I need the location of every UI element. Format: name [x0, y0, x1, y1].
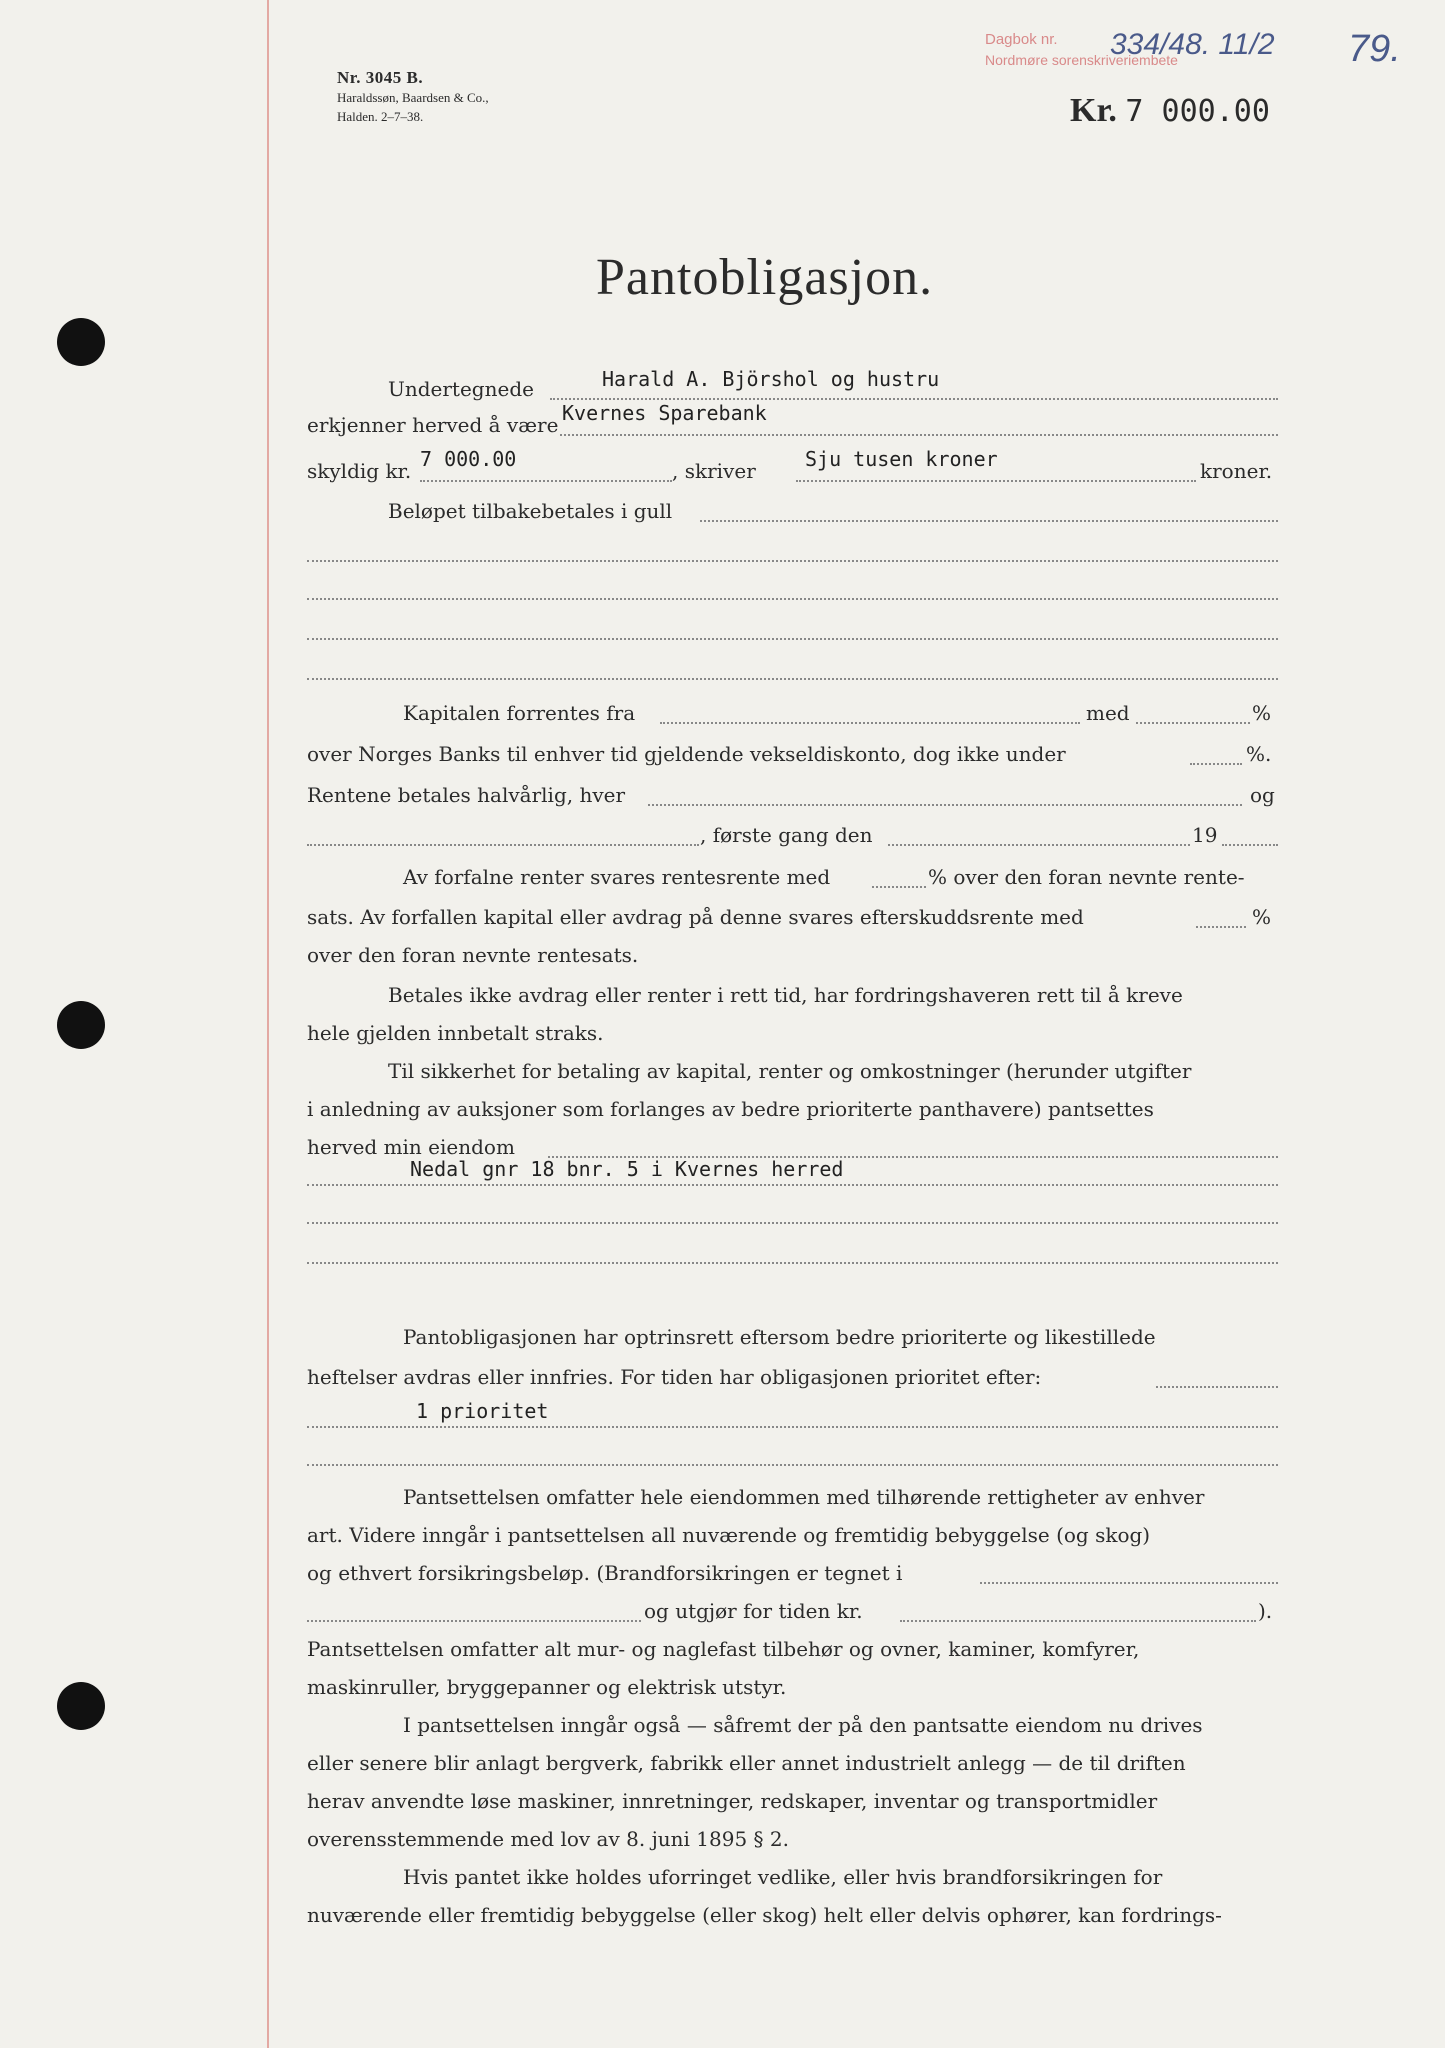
debtor-name: Harald A. Björshol og hustru	[602, 367, 940, 391]
norges-bank-text: over Norges Banks til enhver tid gjeldende vekseldiskonto, dog ikke under	[307, 742, 1066, 766]
rentesats-text: over den foran nevnte rentesats.	[307, 943, 639, 967]
forfalne-text-2: % over den foran nevnte rente-	[928, 865, 1245, 889]
omfatter-close: ).	[1258, 1599, 1273, 1623]
ogsa-text-1: I pantsettelsen inngår også — såfremt der på den pantsatte eiendom nu drives	[403, 1713, 1203, 1737]
og-label: og	[1250, 783, 1275, 807]
forste-gang-text: , første gang den	[700, 823, 873, 847]
sikkerhet-text-1: Til sikkerhet for betaling av kapital, renter og omkostninger (herunder utgifter	[388, 1059, 1192, 1083]
hvis-text-2: nuværende eller fremtidig bebyggelse (eller skog) helt eller delvis ophører, kan fordrings-	[307, 1903, 1222, 1927]
kroner-label: kroner.	[1200, 459, 1273, 483]
amount-heading	[1070, 92, 1270, 130]
percent-label: %.	[1246, 742, 1272, 766]
rentene-text: Rentene betales halvårlig, hver	[307, 783, 626, 807]
amount-in-words: Sju tusen kroner	[805, 447, 998, 471]
form-header	[337, 68, 537, 126]
creditor-name: Kvernes Sparebank	[562, 401, 767, 425]
ogsa-text-4: overensstemmende med lov av 8. juni 1895 § 2.	[307, 1827, 789, 1851]
sikkerhet-text-2: i anledning av auksjoner som forlanges av bedre prioriterte panthavere) pantsettes	[307, 1097, 1154, 1121]
debt-amount: 7 000.00	[420, 447, 517, 471]
omfatter-text-1: Pantsettelsen omfatter hele eiendommen med tilhørende rettigheter av enhver	[403, 1485, 1205, 1509]
mur-text-2: maskinruller, bryggepanner og elektrisk utstyr.	[307, 1675, 787, 1699]
hvis-text-1: Hvis pantet ikke holdes uforringet vedlike, eller hvis brandforsikringen for	[403, 1865, 1163, 1889]
year-label: 19	[1192, 823, 1218, 847]
optrinn-text-2: heftelser avdras eller innfries. For tiden har obligasjonen prioritet efter:	[307, 1365, 1042, 1389]
betales-text-2: hele gjelden innbetalt straks.	[307, 1021, 604, 1045]
skyldig-label: skyldig kr.	[307, 459, 412, 483]
amount-value: 7 000.00	[1125, 94, 1270, 129]
punch-hole	[57, 1001, 105, 1049]
skriver-label: , skriver	[672, 459, 756, 483]
forfalne-text-1: Av forfalne renter svares rentesrente med	[403, 865, 831, 889]
forfallen-kapital-text: sats. Av forfallen kapital eller avdrag på denne svares efterskuddsrente med	[307, 905, 1084, 929]
percent-label: %	[1252, 905, 1272, 929]
percent-label: %	[1252, 701, 1272, 725]
sikkerhet-text-3: herved min eiendom	[307, 1135, 515, 1159]
belopet-text: Beløpet tilbakebetales i gull	[388, 499, 673, 523]
amount-label: Kr.	[1070, 92, 1117, 129]
registry-number: 334/48. 11/2	[1110, 28, 1275, 61]
undertegnede-label: Undertegnede	[388, 377, 534, 401]
optrinn-text-1: Pantobligasjonen har optrinsrett eftersom bedre prioriterte og likestillede	[403, 1325, 1156, 1349]
stamp-line1: Dagbok nr.	[985, 31, 1058, 48]
margin-line	[267, 0, 269, 2048]
document-title: Pantobligasjon.	[596, 249, 934, 306]
omfatter-text-4: og utgjør for tiden kr.	[644, 1599, 863, 1623]
ogsa-text-2: eller senere blir anlagt bergverk, fabrikk eller annet industrielt anlegg — de til driften	[307, 1751, 1186, 1775]
form-number: Nr. 3045 B.	[337, 68, 424, 87]
printer-name: Haraldssøn, Baardsen & Co.,	[337, 90, 489, 105]
omfatter-text-3: og ethvert forsikringsbeløp. (Brandforsikringen er tegnet i	[307, 1561, 903, 1585]
erkjenner-label: erkjenner herved å være	[307, 413, 559, 437]
stamp-line2: Nordmøre sorenskriveriembete	[985, 52, 1178, 68]
priority-value: 1 prioritet	[416, 1399, 549, 1423]
kapitalen-text: Kapitalen forrentes fra	[403, 701, 636, 725]
punch-hole	[57, 1682, 105, 1730]
omfatter-text-2: art. Videre inngår i pantsettelsen all nuværende og fremtidig bebyggelse (og skog)	[307, 1523, 1151, 1547]
betales-text-1: Betales ikke avdrag eller renter i rett tid, har fordringshaveren rett til å kreve	[388, 983, 1183, 1007]
page-number: 79.	[1348, 28, 1401, 70]
mur-text-1: Pantsettelsen omfatter alt mur- og naglefast tilbehør og ovner, kaminer, komfyrer,	[307, 1637, 1140, 1661]
punch-hole	[57, 318, 105, 366]
print-place-date: Halden. 2–7–38.	[337, 109, 424, 124]
property-description: Nedal gnr 18 bnr. 5 i Kvernes herred	[410, 1157, 844, 1181]
ogsa-text-3: herav anvendte løse maskiner, innretninger, redskaper, inventar og transportmidler	[307, 1789, 1158, 1813]
med-label: med	[1086, 701, 1130, 725]
